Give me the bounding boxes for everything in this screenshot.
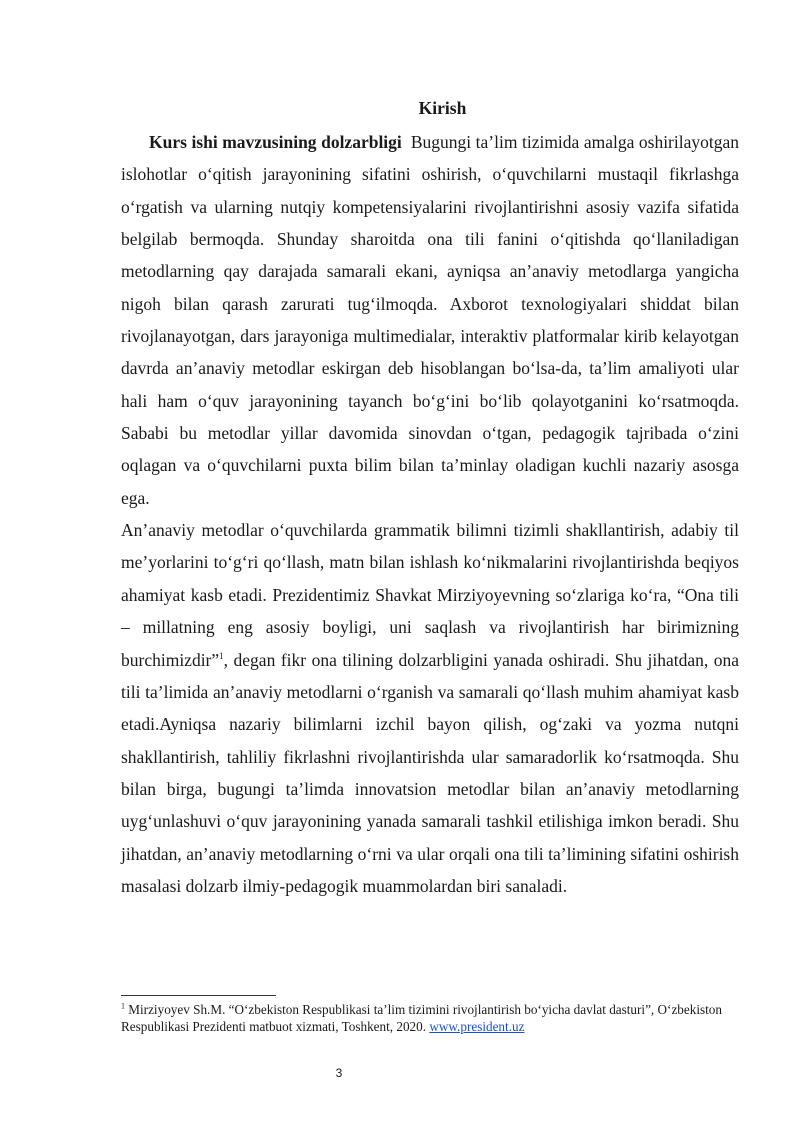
paragraph-text-before-ref: An’anaviy metodlar o‘quvchilarda grammatik bilimni tizimli shakllantirish, adabiy til me’yorlarini to‘g‘ri qo‘llash, matn bilan ishlash ko‘nikmalarini rivojlantirishda beqiyos ahamiyat kasb etadi. Prezidentimiz Shavkat Mirziyoyevning so‘zlariga ko‘ra, “Ona tili – millatning eng asosiy boyligi, uni saqlash va rivojlantirish har birimizning burchimizdir”: [121, 520, 739, 670]
paragraph-text: Bugungi ta’lim tizimida amalga oshirilayotgan islohotlar o‘qitish jarayonining sifatini oshirish, o‘quvchilarni mustaqil fikrlashga o‘rgatish va ularning nutqiy kompetensiyalarini rivojlantirishni asosiy vazifa sifatida belgilab bermoqda. Shunday sharoitda ona tili fanini o‘qitishda qo‘llaniladigan metodlarning qay darajada samarali ekani, ayniqsa an’anaviy metodlarga yangicha nigoh bilan qarash zarurati tug‘ilmoqda. Axborot texnologiyalari shiddat bilan rivojlanayotgan, dars jarayoniga multimedialar, interaktiv platformalar kirib kelayotgan davrda an’anaviy metodlar eskirgan deb hisoblangan bo‘lsa-da, ta’lim amaliyoti ular hali ham o‘quv jarayonining tayanch bo‘g‘ini bo‘lib qolayotganini ko‘rsatmoqda. Sababi bu metodlar yillar davomida sinovdan o‘tgan, pedagogik tajribada o‘zini oqlagan va o‘quvchilarni puxta bilim bilan ta’minlay oladigan kuchli nazariy asosga ega.: [121, 132, 740, 508]
section-heading: Kirish: [418, 98, 467, 118]
footnote-text: Mirziyoyev Sh.M. “O‘zbekiston Respublikasi ta’lim tizimini rivojlantirish bo‘yicha davlat dasturi”, O‘zbekiston Respublikasi Prezidenti matbuot xizmati, Toshkent, 2020.: [121, 1002, 722, 1034]
paragraph-text-after-ref: , degan fikr ona tilining dolzarbligini yanada oshiradi. Shu jihatdan, ona tili ta’limida an’anaviy metodlarni o‘rganish va samarali qo‘llash muhim ahamiyat kasb etadi.Ayniqsa nazariy bilimlarni izchil bayon qilish, og‘zaki va yozma nutqni shakllantirish, tahliliy fikrlashni rivojlantirishda ular samaradorlik ko‘rsatmoqda. Shu bilan birga, bugungi ta’limda innovatsion metodlar bilan an’anaviy metodlarning uyg‘unlashuvi o‘quv jarayonining yanada samarali tashkil etilishiga imkon beradi. Shu jihatdan, an’anaviy metodlarning o‘rni va ular orqali ona tili ta’limining sifatini oshirish masalasi dolzarb ilmiy-pedagogik muammolardan biri sanaladi.: [121, 649, 739, 896]
footnote-reference-mark[interactable]: 1: [219, 650, 224, 661]
page-number: 3: [335, 1066, 343, 1080]
footnote-mark: 1: [121, 1001, 125, 1011]
footnote-separator: [121, 995, 276, 996]
paragraph-lead-bold: Kurs ishi mavzusining dolzarbligi: [149, 132, 402, 152]
paragraph-relevance: [121, 126, 739, 514]
body-text: [121, 126, 739, 902]
footnote-link[interactable]: www.president.uz: [429, 1019, 525, 1034]
paragraph-traditional-methods: [121, 514, 739, 902]
footnote: [121, 1001, 739, 1035]
